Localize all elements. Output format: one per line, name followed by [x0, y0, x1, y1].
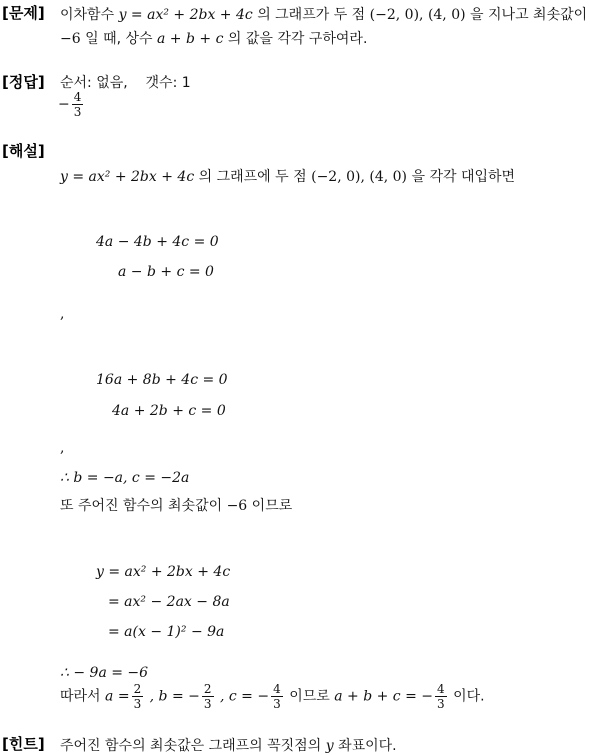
system2-comma: , — [60, 440, 65, 456]
final-tail: 이다. — [453, 688, 485, 705]
problem-expr: a + b + c — [157, 31, 224, 47]
final-b-fraction — [202, 682, 214, 711]
problem-line-1 — [60, 4, 587, 24]
problem-line2-rest: 일 때, 상수 — [85, 31, 153, 47]
answer-numerator: 4 — [73, 90, 82, 104]
hint-tag: [힌트] — [2, 735, 45, 753]
problem-line-2 — [60, 28, 367, 48]
final-sum-den: 3 — [437, 697, 445, 711]
problem-mid: 의 그래프가 두 점 — [257, 7, 366, 23]
also-tail: 이므로 — [251, 498, 293, 514]
final-sum-num: 4 — [437, 682, 445, 696]
system1-eq1: 4a − 4b + 4c = 0 — [96, 234, 219, 250]
system1-eq2: a − b + c = 0 — [118, 264, 214, 280]
hint-line — [60, 735, 397, 755]
therefore-line-2: ∴ − 9a = −6 — [60, 665, 149, 681]
vertex-eq2: = ax² − 2ax − 8a — [108, 594, 230, 610]
vertex-eq1: y = ax² + 2bx + 4c — [96, 564, 231, 580]
answer-count: 갯수: 1 — [145, 75, 191, 91]
final-lead: 따라서 — [60, 688, 101, 705]
problem-tag: [문제] — [2, 4, 45, 22]
system1-comma: , — [60, 306, 65, 322]
answer-fraction — [72, 90, 84, 119]
therefore-line-1: ∴ b = −a, c = −2a — [60, 470, 190, 486]
solution-intro-points: (−2, 0), (4, 0) — [311, 169, 408, 185]
problem-function: y = ax² + 2bx + 4c — [118, 7, 253, 23]
answer-order: 순서: 없음, — [60, 75, 128, 91]
system2-eq1: 16a + 8b + 4c = 0 — [96, 372, 228, 388]
vertex-eq3: = a(x − 1)² − 9a — [108, 624, 225, 640]
final-c-fraction — [271, 682, 283, 711]
final-a-fraction — [132, 682, 144, 711]
also-text: 또 주어진 함수의 최솟값이 — [60, 498, 223, 514]
also-value: −6 — [226, 498, 248, 514]
final-a-num: 2 — [133, 682, 142, 696]
solution-intro-mid: 의 그래프에 두 점 — [198, 169, 307, 185]
solution-intro-tail: 을 각각 대입하면 — [411, 169, 516, 185]
final-sum-pre: a + b + c = − — [334, 688, 433, 705]
problem-min-value: −6 — [60, 31, 81, 47]
also-line — [60, 495, 292, 515]
final-c-den: 3 — [273, 697, 281, 711]
answer-sign: − — [58, 96, 70, 113]
final-c-pre: , c = − — [219, 688, 270, 705]
answer-meta — [60, 72, 191, 92]
problem-tail: 을 지나고 최솟값이 — [470, 7, 588, 23]
final-b-num: 2 — [203, 682, 212, 696]
final-a-den: 3 — [133, 697, 142, 711]
hint-var: y — [325, 738, 334, 754]
answer-value — [58, 90, 85, 119]
problem-points: (−2, 0), (4, 0) — [369, 7, 466, 23]
final-b-pre: , b = − — [149, 688, 200, 705]
solution-intro-func: y = ax² + 2bx + 4c — [60, 169, 195, 185]
answer-tag: [정답] — [2, 73, 45, 91]
final-c-num: 4 — [273, 682, 281, 696]
solution-tag: [해설] — [2, 142, 45, 160]
solution-intro — [60, 166, 515, 186]
final-sum-fraction — [435, 682, 447, 711]
answer-denominator: 3 — [73, 105, 82, 119]
final-b-den: 3 — [203, 697, 212, 711]
system2-eq2: 4a + 2b + c = 0 — [112, 403, 226, 419]
final-mid: 이므로 — [289, 688, 330, 705]
hint-text-post: 좌표이다. — [338, 738, 397, 754]
problem-line2-end: 의 값을 각각 구하여라. — [227, 31, 368, 47]
problem-lead: 이차함수 — [60, 7, 115, 23]
hint-text-pre: 주어진 함수의 최솟값은 그래프의 꼭짓점의 — [60, 738, 322, 754]
final-a-pre: a = — [105, 688, 130, 705]
final-line — [60, 682, 485, 711]
